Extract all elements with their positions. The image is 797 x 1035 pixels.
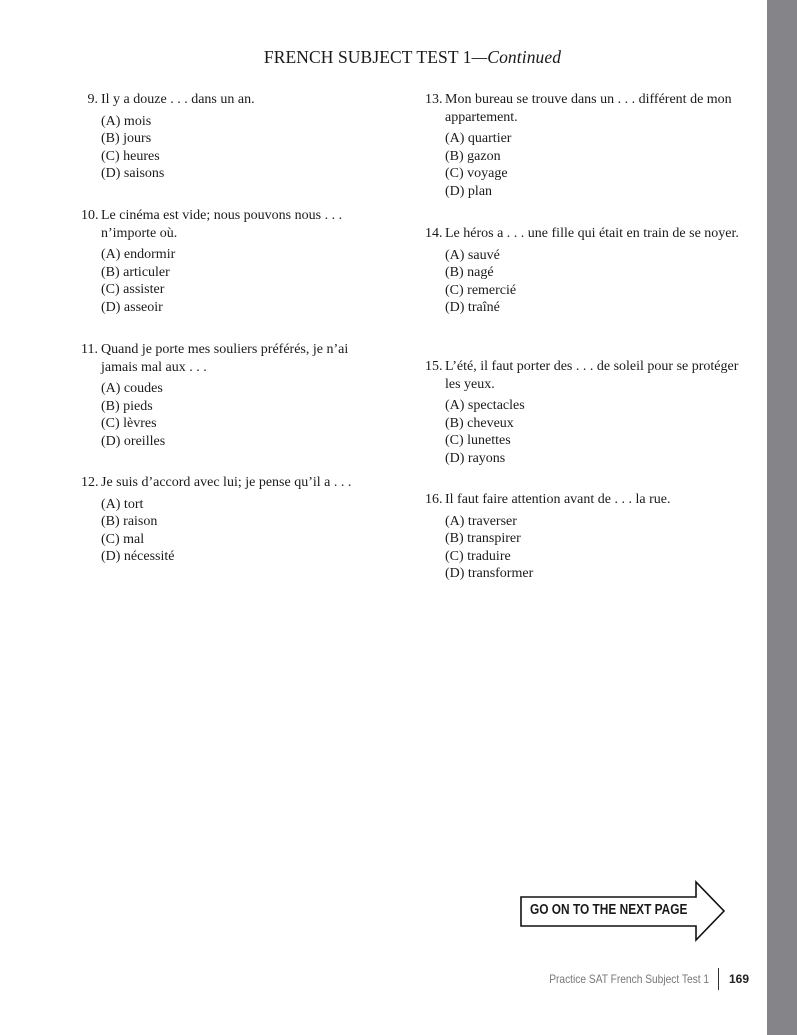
answer-option: (D) plan xyxy=(445,183,493,199)
question-stem xyxy=(425,491,753,509)
question-9 xyxy=(84,91,384,183)
answer-option: (A) traverser xyxy=(445,513,517,529)
title-text: FRENCH SUBJECT TEST 1 xyxy=(263,47,472,67)
answer-option: (B) transpirer xyxy=(445,531,521,547)
question-text: Il faut faire attention avant de . . . la rue. xyxy=(445,492,671,507)
answer-option: (C) remercié xyxy=(445,282,517,298)
answer-option: (A) coudes xyxy=(101,381,163,397)
question-stem xyxy=(81,474,384,492)
question-text: L’été, il faut porter des . . . de soleil pour se protéger les yeux. xyxy=(445,359,739,392)
question-text: Il y a douze . . . dans un an. xyxy=(101,92,255,107)
question-number: 14. xyxy=(425,226,443,241)
question-stem xyxy=(425,225,753,243)
page-title xyxy=(0,47,797,68)
question-number: 9. xyxy=(87,92,98,107)
question-11 xyxy=(81,341,384,451)
question-text: Mon bureau se trouve dans un . . . différent de mon appartement. xyxy=(445,92,732,125)
page-edge-tab xyxy=(767,0,797,1035)
question-stem xyxy=(81,341,384,376)
question-stem xyxy=(84,91,384,109)
answer-option: (B) pieds xyxy=(101,398,153,414)
question-stem xyxy=(425,358,753,393)
answer-option: (D) oreilles xyxy=(101,433,166,449)
question-number: 10. xyxy=(81,208,99,223)
question-16 xyxy=(425,491,753,583)
answer-option: (A) quartier xyxy=(445,131,512,147)
answer-option: (D) traîné xyxy=(445,300,500,316)
answer-option: (B) articuler xyxy=(101,264,170,280)
question-stem xyxy=(425,91,753,126)
answer-option: (D) saisons xyxy=(101,166,165,182)
answer-option: (D) transformer xyxy=(445,566,534,582)
answer-option: (A) tort xyxy=(101,496,144,512)
question-number: 16. xyxy=(425,492,443,507)
answer-option: (B) cheveux xyxy=(445,415,514,431)
question-13 xyxy=(425,91,753,201)
question-text: Le héros a . . . une fille qui était en train de se noyer. xyxy=(445,226,739,241)
question-text: Le cinéma est vide; nous pouvons nous . . . n’importe où. xyxy=(101,208,343,241)
answer-option: (C) traduire xyxy=(445,548,511,564)
answer-option: (C) assister xyxy=(101,282,165,298)
question-number: 13. xyxy=(425,92,443,107)
answer-option: (B) gazon xyxy=(445,148,501,164)
question-number: 12. xyxy=(81,475,99,490)
answer-option: (B) jours xyxy=(101,131,152,147)
answer-option: (B) nagé xyxy=(445,265,494,281)
answer-option: (D) asseoir xyxy=(101,299,163,315)
answer-option: (C) voyage xyxy=(445,166,508,182)
answer-option: (A) sauvé xyxy=(445,247,500,263)
answer-option: (C) lunettes xyxy=(445,433,511,449)
answer-option: (A) mois xyxy=(101,113,152,129)
title-continued: —Continued xyxy=(471,47,562,67)
next-page-label: GO ON TO THE NEXT PAGE xyxy=(530,902,688,918)
answer-option: (B) raison xyxy=(101,514,158,530)
footer-title: Practice SAT French Subject Test 1 xyxy=(549,972,709,986)
page-number: 169 xyxy=(729,972,750,986)
answer-option: (C) mal xyxy=(101,531,145,547)
answer-option: (D) rayons xyxy=(445,450,506,466)
question-text: Quand je porte mes souliers préférés, je n’ai jamais mal aux . . . xyxy=(101,342,349,375)
answer-option: (C) lèvres xyxy=(101,416,157,432)
question-text: Je suis d’accord avec lui; je pense qu’il a . . . xyxy=(101,475,352,490)
question-stem xyxy=(81,207,384,242)
question-12 xyxy=(81,474,384,566)
answer-option: (C) heures xyxy=(101,148,160,164)
question-10 xyxy=(81,207,384,317)
question-14 xyxy=(425,225,753,317)
answer-option: (A) endormir xyxy=(101,247,176,263)
question-number: 15. xyxy=(425,359,443,374)
question-15 xyxy=(425,358,753,468)
question-number: 11. xyxy=(81,342,98,357)
answer-option: (A) spectacles xyxy=(445,398,525,414)
answer-option: (D) nécessité xyxy=(101,549,175,565)
footer-divider xyxy=(718,968,719,990)
